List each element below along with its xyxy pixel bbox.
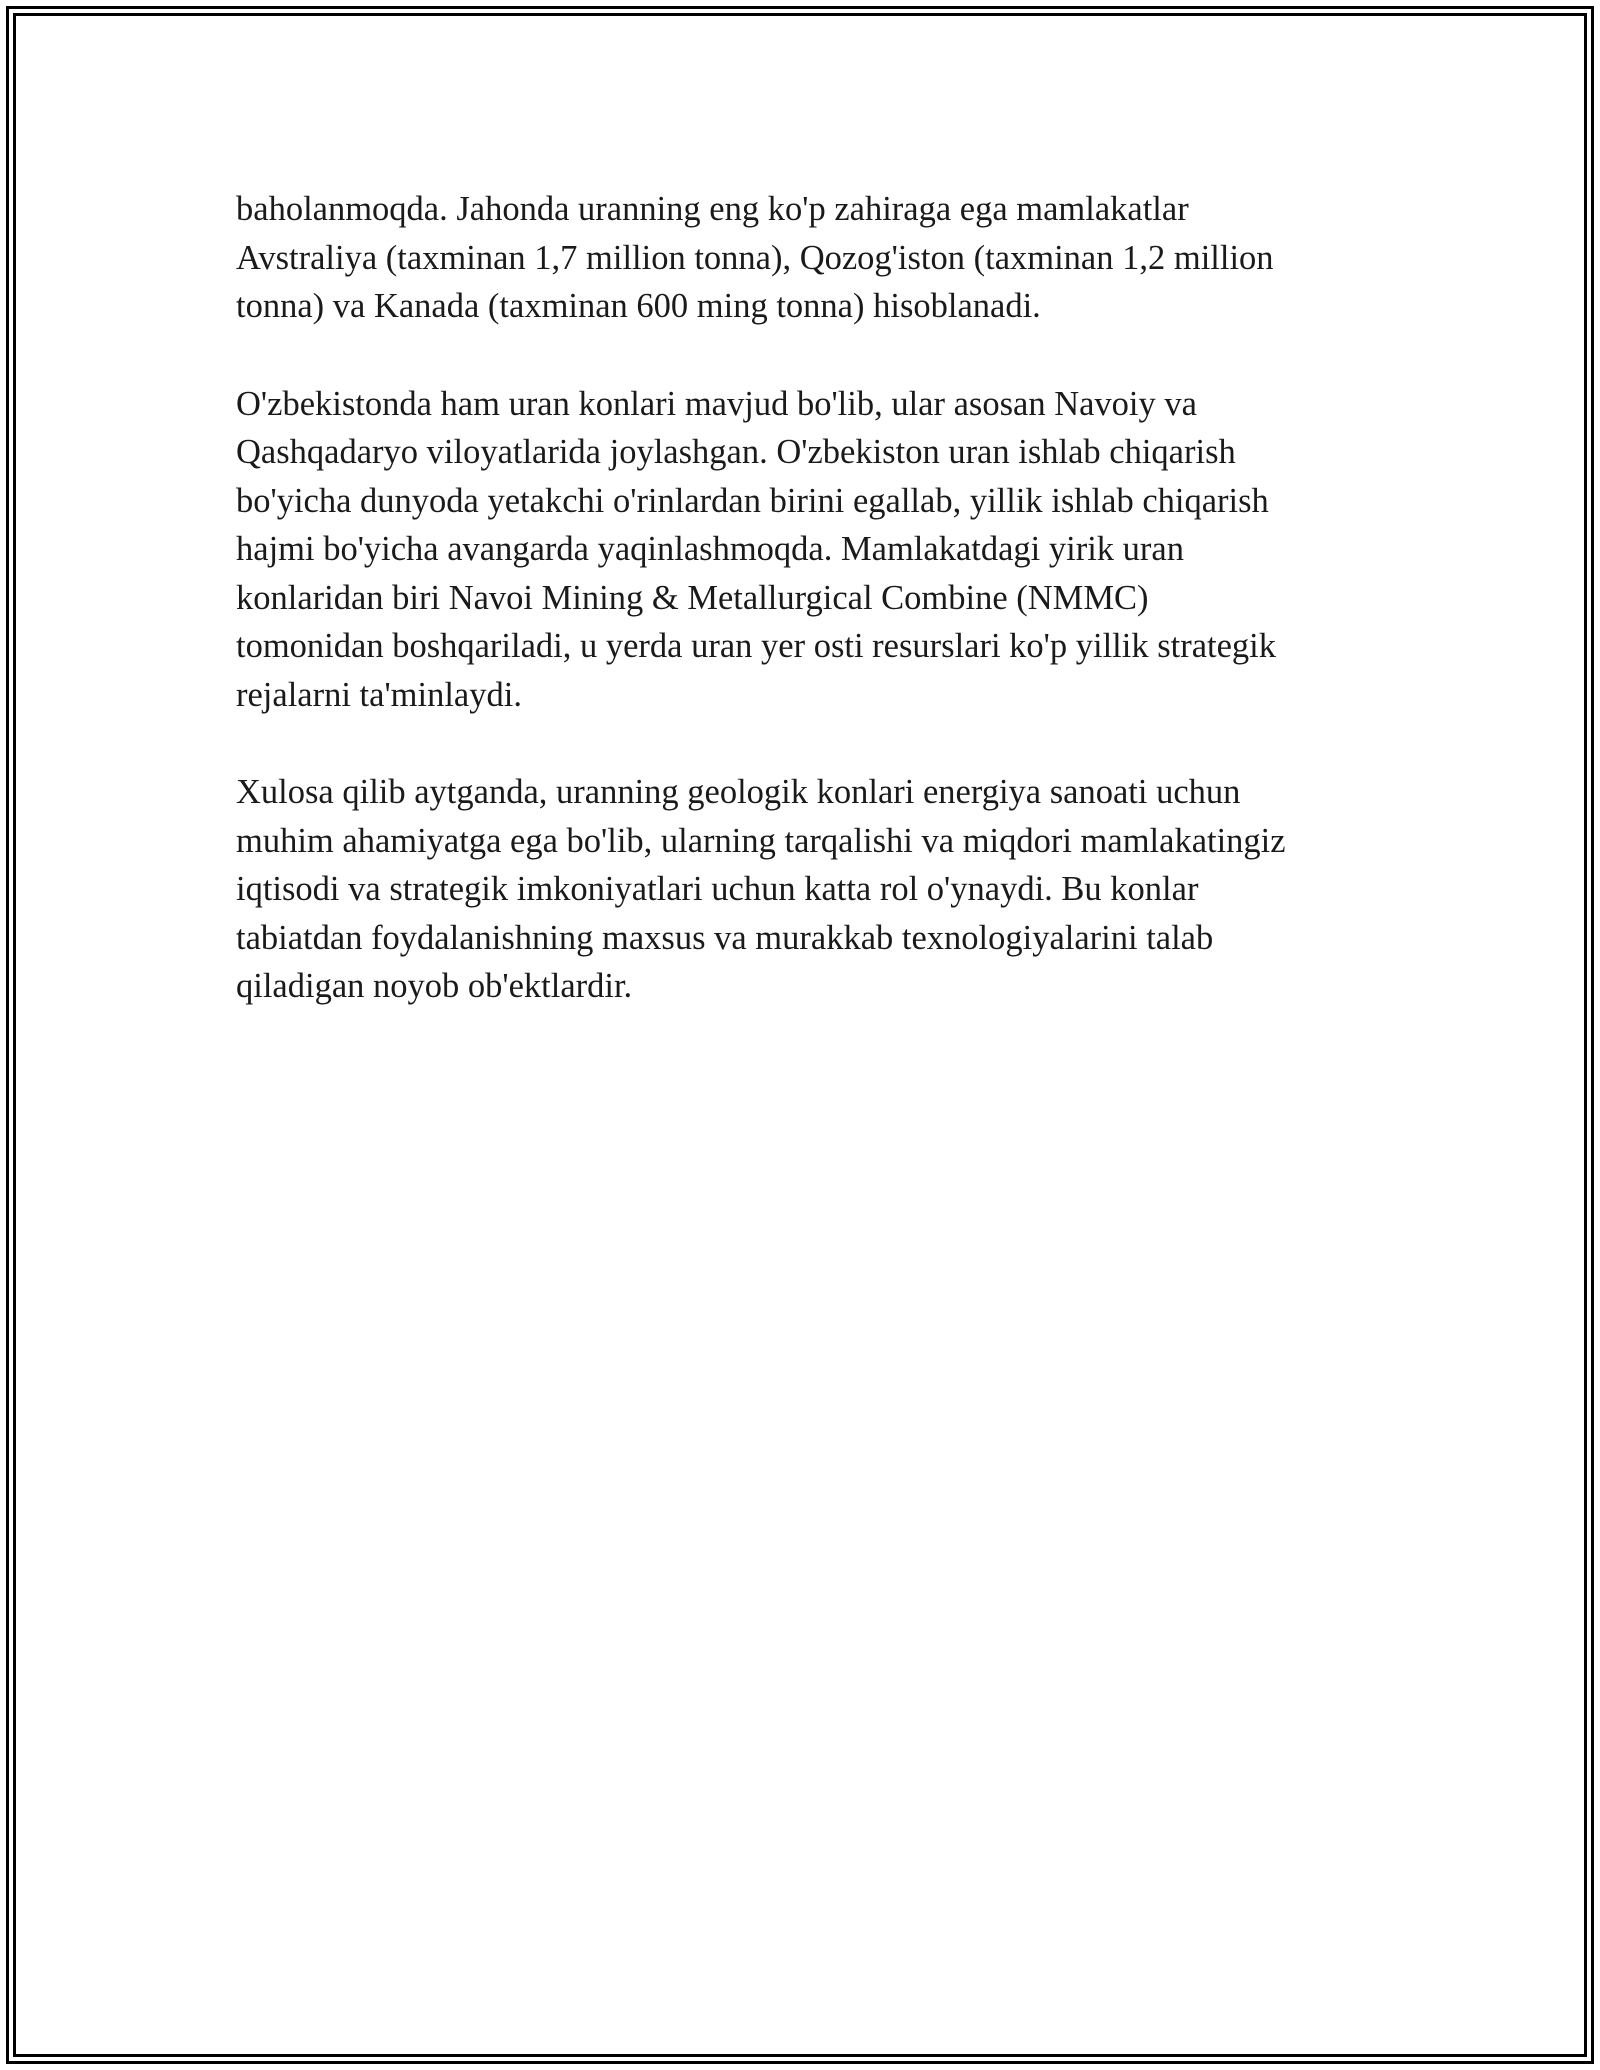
text-line: hajmi bo'yicha avangarda yaqinlashmoqda. Mamlakatdagi yirik uran (236, 530, 1184, 568)
text-line: bo'yicha dunyoda yetakchi o'rinlardan birini egallab, yillik ishlab chiqarish (236, 481, 1269, 520)
text-line: muhim ahamiyatga ega bo'lib, ularning tarqalishi va miqdori mamlakatingiz (236, 821, 1286, 860)
text-line: tabiatdan foydalanishning maxsus va murakkab texnologiyalarini talab (236, 918, 1214, 957)
text-line: Qashqadaryo viloyatlarida joylashgan. O'zbekiston uran ishlab chiqarish (236, 433, 1236, 471)
text-line: Avstraliya (taxminan 1,7 million tonna), Qozog'iston (taxminan 1,2 million (236, 238, 1274, 277)
document-body (236, 185, 1356, 1060)
text-line: rejalarni ta'minlaydi. (236, 675, 522, 714)
text-line: qiladigan noyob ob'ektlardir. (236, 967, 633, 1005)
text-line: Xulosa qilib aytganda, uranning geologik konlari energiya sanoati uchun (236, 773, 1241, 811)
text-line: baholanmoqda. Jahonda uranning eng ko'p zahiraga ega mamlakatlar (236, 190, 1189, 228)
paragraph-uzbekistan-uranium (236, 380, 1356, 720)
text-line: O'zbekistonda ham uran konlari mavjud bo'lib, ular asosan Navoiy va (236, 384, 1197, 423)
text-line: tonna) va Kanada (taxminan 600 ming tonna) hisoblanadi. (236, 287, 1041, 325)
text-line: konlaridan biri Navoi Mining & Metallurgical Combine (NMMC) (236, 578, 1149, 617)
text-line: iqtisodi va strategik imkoniyatlari uchun katta rol o'ynaydi. Bu konlar (236, 870, 1199, 908)
paragraph-conclusion (236, 768, 1356, 1011)
paragraph-uranium-reserves (236, 185, 1356, 331)
text-line: tomonidan boshqariladi, u yerda uran yer osti resurslari ko'p yillik strategik (236, 627, 1277, 665)
